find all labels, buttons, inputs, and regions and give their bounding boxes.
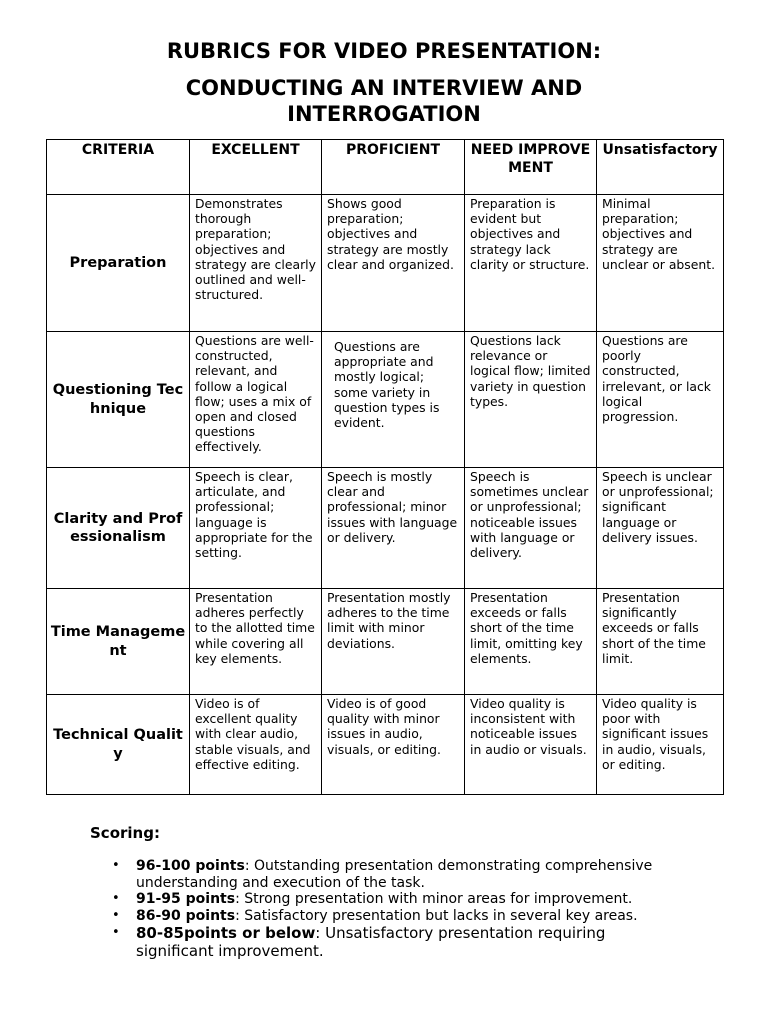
scoring-list [110, 858, 670, 960]
need-improvement-cell: Preparation is evident but objectives and strategy lack clarity or structure. [465, 195, 597, 332]
rubric-table [46, 139, 724, 795]
table-header-row [47, 140, 724, 195]
excellent-cell: Presentation adheres perfectly to the allotted time while covering all key elements. [190, 589, 322, 695]
criteria-cell: Time Management [47, 589, 190, 695]
criteria-cell: Technical Quality [47, 695, 190, 795]
unsatisfactory-cell: Presentation significantly exceeds or falls short of the time limit. [597, 589, 724, 695]
header-unsatisfactory: Unsatisfactory [597, 140, 724, 195]
table-row [47, 589, 724, 695]
score-description: : Strong presentation with minor areas for improvement. [235, 891, 633, 907]
excellent-cell: Speech is clear, articulate, and professional; language is appropriate for the setting. [190, 468, 322, 589]
header-criteria: CRITERIA [47, 140, 190, 195]
unsatisfactory-cell: Minimal preparation; objectives and strategy are unclear or absent. [597, 195, 724, 332]
list-item [110, 858, 670, 891]
need-improvement-cell: Questions lack relevance or logical flow; limited variety in question types. [465, 332, 597, 468]
score-points: 91-95 points [136, 891, 236, 907]
proficient-cell: Speech is mostly clear and professional; minor issues with language or delivery. [322, 468, 465, 589]
proficient-cell [322, 332, 465, 468]
bullet-icon: • [112, 891, 120, 906]
proficient-cell: Presentation mostly adheres to the time limit with minor deviations. [322, 589, 465, 695]
criteria-cell: Preparation [47, 195, 190, 332]
header-proficient: PROFICIENT [322, 140, 465, 195]
bullet-icon: • [112, 858, 120, 873]
proficient-cell: Video is of good quality with minor issues in audio, visuals, or editing. [322, 695, 465, 795]
proficient-cell-text: Questions are appropriate and mostly logical; some variety in question types is evident. [334, 339, 440, 431]
score-points: 96-100 points [136, 858, 245, 874]
list-item [110, 924, 670, 960]
score-description: : Satisfactory presentation but lacks in several key areas. [235, 907, 638, 924]
need-improvement-cell: Presentation exceeds or falls short of the time limit, omitting key elements. [465, 589, 597, 695]
title-line-2: CONDUCTING AN INTERVIEW AND [185, 76, 583, 100]
excellent-cell: Video is of excellent quality with clear audio, stable visuals, and effective editing. [190, 695, 322, 795]
excellent-cell: Questions are well-constructed, relevant, and follow a logical flow; uses a mix of open and closed questions effectively. [190, 332, 322, 468]
header-excellent: EXCELLENT [190, 140, 322, 195]
criteria-cell: Clarity and Professionalism [47, 468, 190, 589]
table-row [47, 695, 724, 795]
excellent-cell: Demonstrates thorough preparation; objectives and strategy are clearly outlined and well-structured. [190, 195, 322, 332]
table-row [47, 332, 724, 468]
header-need-improvement: NEED IMPROVEMENT [465, 140, 597, 195]
table-row [47, 468, 724, 589]
list-item [110, 891, 670, 908]
title-line-3: INTERROGATION [287, 102, 481, 126]
need-improvement-cell: Speech is sometimes unclear or unprofessional; noticeable issues with language or delivery. [465, 468, 597, 589]
need-improvement-cell: Video quality is inconsistent with noticeable issues in audio or visuals. [465, 695, 597, 795]
unsatisfactory-cell: Video quality is poor with significant issues in audio, visuals, or editing. [597, 695, 724, 795]
title-line-1: RUBRICS FOR VIDEO PRESENTATION: [166, 39, 602, 63]
score-points: 86-90 points [136, 907, 236, 924]
list-item [110, 908, 670, 925]
score-description: : Unsatisfactory presentation requiring significant improvement. [136, 924, 606, 960]
criteria-cell: Questioning Technique [47, 332, 190, 468]
unsatisfactory-cell: Speech is unclear or unprofessional; significant language or delivery issues. [597, 468, 724, 589]
score-description: : Outstanding presentation demonstrating comprehensive understanding and execution of the task. [136, 858, 653, 891]
score-points: 80-85points or below [136, 924, 316, 942]
table-row [47, 195, 724, 332]
proficient-cell: Shows good preparation; objectives and strategy are mostly clear and organized. [322, 195, 465, 332]
unsatisfactory-cell: Questions are poorly constructed, irrelevant, or lack logical progression. [597, 332, 724, 468]
scoring-heading: Scoring: [90, 824, 160, 842]
bullet-icon: • [112, 907, 120, 923]
bullet-icon: • [112, 925, 120, 940]
